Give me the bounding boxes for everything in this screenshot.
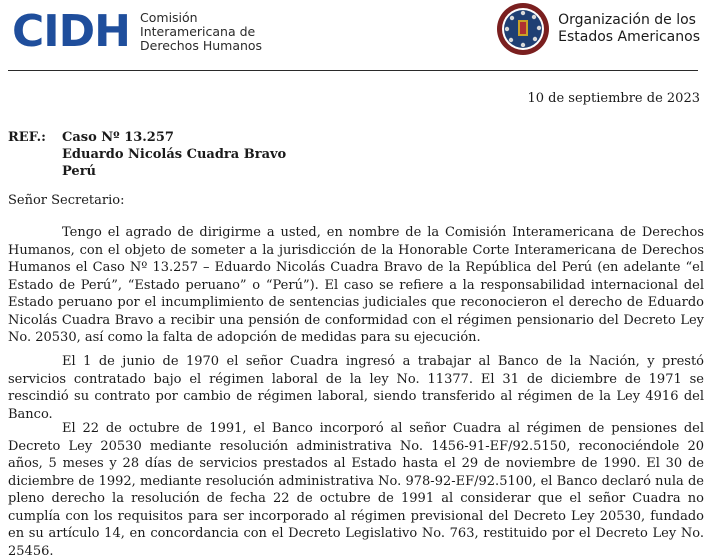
salutation: Señor Secretario:: [8, 193, 125, 208]
cidh-name-line: Comisión: [140, 10, 198, 25]
reference-country: Perú: [62, 164, 96, 179]
body-paragraph: El 22 de octubre de 1991, el Banco incorporó al señor Cuadra al régimen de pensiones del Decreto Ley 20530 mediante resolución administrativa No. 1456-91-EF/92.5150, reconociéndole 20 años, 5 meses y 28 días de servicios prestados al Estado hasta el 29 de noviembre de 1990. El 30 de diciembre de 1992, mediante resolución administrativa No. 978-92-EF/92.5100, el Banco declaró nula de pleno derecho la resolución de fecha 22 de octubre de 1991 al considerar que el señor Cuadra no cumplía con los requisitos para ser incorporado al régimen previsional del Decreto Ley 20530, fundado en su artículo 14, en concordancia con el Decreto Legislativo No. 763, restituido por el Decreto Ley No. 25456.: [8, 421, 704, 559]
oas-name: [558, 12, 700, 46]
reference-lines: [62, 129, 286, 180]
reference-petitioner: Eduardo Nicolás Cuadra Bravo: [62, 147, 287, 162]
oas-logo: [496, 2, 700, 56]
letterhead: [0, 0, 712, 66]
reference-case-number: Caso Nº 13.257: [62, 130, 174, 145]
oas-name-line: Estados Americanos: [558, 29, 700, 45]
letter-date: 10 de septiembre de 2023: [527, 91, 700, 106]
body-paragraph: Tengo el agrado de dirigirme a usted, en nombre de la Comisión Interamericana de Derechos Humanos, con el objeto de someter a la jurisdicción de la Honorable Corte Interamericana de Derechos Humanos el Caso Nº 13.257 – Eduardo Nicolás Cuadra Bravo de la República del Perú (en adelante “el Estado de Perú”, “Estado peruano” o “Perú”). El caso se refiere a la responsabilidad internacional del Estado peruano por el incumplimiento de sentencias judiciales que reconocieron el derecho de Eduardo Nicolás Cuadra Bravo a recibir una pensión de conformidad con el régimen pensionario del Decreto Ley No. 20530, así como la falta de adopción de medidas para su ejecución.: [8, 225, 704, 345]
body-paragraph: El 1 de junio de 1970 el señor Cuadra ingresó a trabajar al Banco de la Nación, y prestó servicios contratado bajo el régimen laboral de la ley No. 11377. El 31 de diciembre de 1971 se rescindió su contrato por cambio de régimen laboral, siendo transferido al régimen de la Ley 4916 del Banco.: [8, 354, 704, 422]
cidh-name: [140, 11, 262, 53]
cidh-name-line: Derechos Humanos: [140, 38, 263, 53]
oas-seal-icon: [496, 2, 550, 56]
cidh-logo-mark: CIDH: [12, 6, 131, 57]
cidh-logo: [12, 8, 262, 56]
oas-name-line: Organización de los: [558, 12, 696, 28]
header-divider: [8, 70, 698, 71]
reference-label: REF.:: [8, 130, 46, 145]
cidh-name-line: Interamericana de: [140, 24, 256, 39]
